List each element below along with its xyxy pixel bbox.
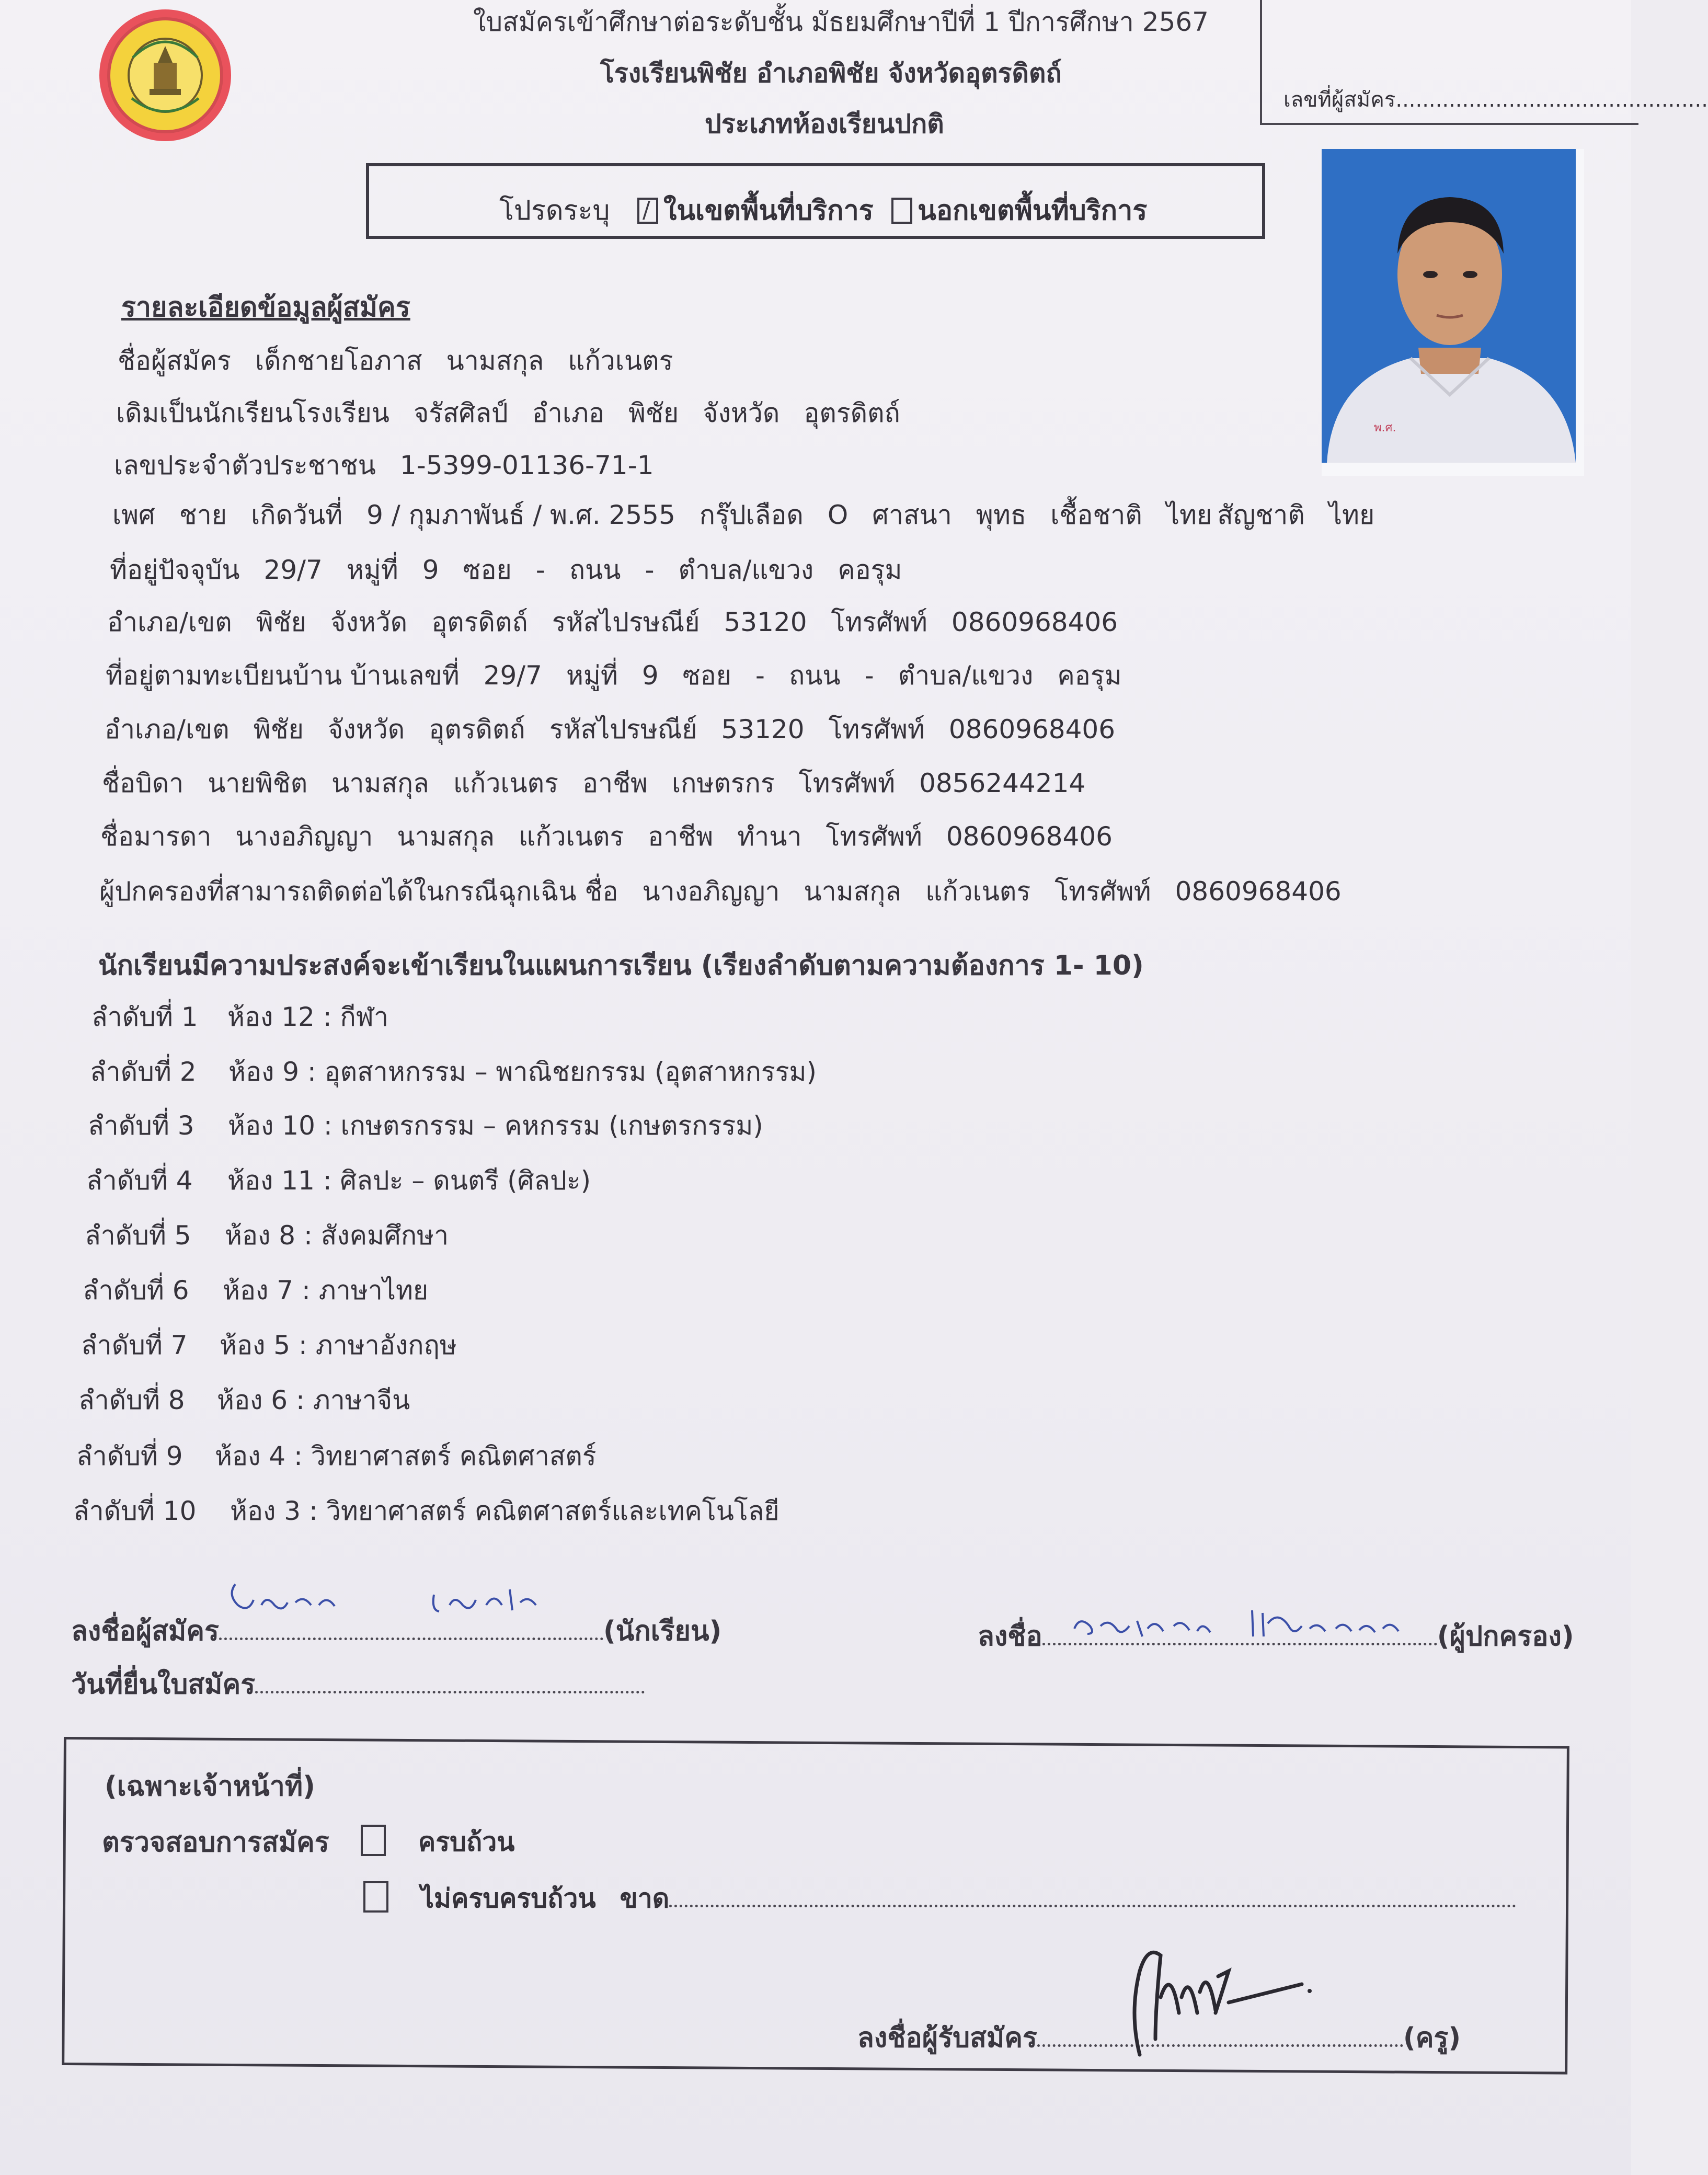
row-father: ชื่อบิดา นายพิชิต นามสกุล แก้วเนตร อาชีพ เกษตรกร โทรศัพท์ 0856244214: [102, 768, 1086, 798]
id-number: 1-5399-01136-71-1: [399, 450, 654, 480]
row-current-address: ที่อยู่ปัจจุบัน 29/7 หมู่ที่ 9 ซอย - ถนน - ตำบล/แขวง คอรุม: [110, 555, 902, 585]
out-area-checkbox[interactable]: [891, 198, 912, 224]
applicant-name: เด็กชายโอภาส: [255, 346, 422, 376]
current-province: อุตรดิตถ์: [431, 607, 528, 637]
incomplete-row: [363, 1881, 1516, 1914]
blood-group: O: [827, 500, 849, 530]
race: ไทย: [1166, 500, 1212, 530]
preference-item: ลำดับที่ 6 ห้อง 7 : ภาษาไทย: [83, 1275, 429, 1306]
religion: พุทธ: [976, 500, 1027, 530]
missing-label: ขาด: [620, 1883, 670, 1914]
prev-school-district: พิชัย: [628, 398, 679, 428]
receiver-signature-line: ลงชื่อผู้รับสมัคร (ครู): [857, 2022, 1461, 2054]
guardian-signature-line: ลงชื่อ (ผู้ปกครอง): [978, 1621, 1574, 1652]
row-current-address-2: อำเภอ/เขต พิชัย จังหวัด อุตรดิตถ์ รหัสไปรษณีย์ 53120 โทรศัพท์ 0860968406: [107, 607, 1118, 637]
complete-checkbox[interactable]: [361, 1825, 386, 1856]
reg-postcode: 53120: [721, 714, 805, 745]
current-soi: -: [535, 555, 545, 585]
preference-item: ลำดับที่ 3 ห้อง 10 : เกษตรกรรม – คหกรรม (เกษตรกรรม): [88, 1111, 763, 1141]
receiver-handwritten-signature: [1124, 1934, 1323, 2062]
current-postcode: 53120: [724, 607, 807, 637]
mother-occupation: ทำนา: [737, 821, 802, 852]
guardian-surname: แก้วเนตร: [925, 876, 1031, 907]
preference-item: ลำดับที่ 8 ห้อง 6 : ภาษาจีน: [78, 1385, 410, 1415]
complete-row: [361, 1825, 514, 1858]
preference-item: ลำดับที่ 1 ห้อง 12 : กีฬา: [91, 1002, 389, 1032]
current-road: -: [645, 555, 655, 585]
current-amphoe: พิชัย: [256, 607, 306, 637]
preference-item: ลำดับที่ 4 ห้อง 11 : ศิลปะ – ดนตรี (ศิลปะ): [86, 1165, 591, 1196]
school-emblem-icon: [95, 5, 235, 145]
reg-province: อุตรดิตถ์: [429, 714, 525, 745]
birth-date: 9 / กุมภาพันธ์ / พ.ศ. 2555: [366, 500, 675, 530]
service-area-prefix: โปรดระบุ: [499, 195, 610, 226]
preference-item: ลำดับที่ 5 ห้อง 8 : สังคมศึกษา: [85, 1220, 449, 1251]
applicant-signature-line: ลงชื่อผู้สมัคร (นักเรียน): [71, 1616, 722, 1647]
reg-subdistrict: คอรุม: [1057, 660, 1122, 691]
row-guardian: ผู้ปกครองที่สามารถติดต่อได้ในกรณีฉุกเฉิน ชื่อ นางอภิญญา นามสกุล แก้วเนตร โทรศัพท์ 0860968406: [99, 876, 1342, 907]
row-registered-address-2: อำเภอ/เขต พิชัย จังหวัด อุตรดิตถ์ รหัสไปรษณีย์ 53120 โทรศัพท์ 0860968406: [105, 714, 1116, 745]
applicant-number-field[interactable]: เลขที่ผู้สมัคร...............................................: [1283, 88, 1708, 112]
mother-name: นางอภิญญา: [235, 821, 373, 852]
applicant-handwritten-signature: [225, 1574, 580, 1633]
reg-phone: 0860968406: [948, 714, 1116, 745]
out-area-label: นอกเขตพื้นที่บริการ: [918, 195, 1148, 226]
reg-road: -: [864, 660, 874, 691]
submit-date-field[interactable]: [255, 1685, 645, 1693]
row-prev-school: เดิมเป็นนักเรียนโรงเรียน จรัสศิลป์ อำเภอ พิชัย จังหวัด อุตรดิตถ์: [116, 398, 900, 428]
row-personal: เพศ ชาย เกิดวันที่ 9 / กุมภาพันธ์ / พ.ศ. 2555 กรุ๊ปเลือด O ศาสนา พุทธ เชื้อชาติ ไทย สัญชาติ ไทย: [112, 500, 1375, 530]
row-name: ชื่อผู้สมัคร เด็กชายโอภาส นามสกุล แก้วเนตร: [118, 346, 673, 376]
missing-field[interactable]: [669, 1898, 1516, 1907]
father-occupation: เกษตรกร: [672, 768, 775, 798]
father-name: นายพิชิต: [208, 768, 308, 798]
school-name: โรงเรียนพิชัย อำเภอพิชัย จังหวัดอุตรดิตถ์: [600, 58, 1062, 88]
father-phone: 0856244214: [919, 768, 1086, 798]
mother-surname: แก้วเนตร: [519, 821, 624, 852]
father-surname: แก้วเนตร: [453, 768, 558, 798]
current-moo: 9: [422, 555, 439, 585]
current-phone: 0860968406: [951, 607, 1118, 637]
preference-item: ลำดับที่ 7 ห้อง 5 : ภาษาอังกฤษ: [81, 1330, 457, 1360]
staff-title: (เฉพาะเจ้าหน้าที่): [105, 1771, 315, 1802]
prev-school-province: อุตรดิตถ์: [804, 398, 900, 428]
incomplete-checkbox[interactable]: [363, 1881, 388, 1913]
preference-item: ลำดับที่ 2 ห้อง 9 : อุตสาหกรรม – พาณิชยกรรม (อุตสาหกรรม): [90, 1057, 817, 1087]
section-applicant-title: รายละเอียดข้อมูลผู้สมัคร: [121, 292, 410, 323]
in-area-label: ในเขตพื้นที่บริการ: [663, 195, 874, 226]
submit-date-line: วันที่ยื่นใบสมัคร: [71, 1668, 645, 1701]
current-house-no: 29/7: [263, 555, 323, 585]
svg-text:พ.ศ.: พ.ศ.: [1374, 421, 1396, 434]
nationality: ไทย: [1328, 500, 1375, 530]
row-id: เลขประจำตัวประชาชน 1-5399-01136-71-1: [114, 450, 654, 480]
preference-item: ลำดับที่ 10 ห้อง 3 : วิทยาศาสตร์ คณิตศาสตร์และเทคโนโลยี: [73, 1496, 780, 1526]
mother-phone: 0860968406: [946, 821, 1113, 852]
in-area-checkbox[interactable]: [637, 198, 658, 224]
prev-school: จรัสศิลป์: [413, 398, 508, 428]
reg-soi: -: [755, 660, 765, 691]
reg-amphoe: พิชัย: [253, 714, 304, 745]
row-registered-address: ที่อยู่ตามทะเบียนบ้าน บ้านเลขที่ 29/7 หมู่ที่ 9 ซอย - ถนน - ตำบล/แขวง คอรุม: [106, 660, 1122, 691]
reg-house-no: 29/7: [483, 660, 542, 691]
complete-label: ครบถ้วน: [418, 1827, 515, 1857]
guardian-handwritten-signature: [1069, 1600, 1435, 1654]
preference-item: ลำดับที่ 9 ห้อง 4 : วิทยาศาสตร์ คณิตศาสตร์: [76, 1441, 597, 1471]
current-subdistrict: คอรุม: [838, 555, 902, 585]
row-mother: ชื่อมารดา นางอภิญญา นามสกุล แก้วเนตร อาชีพ ทำนา โทรศัพท์ 0860968406: [100, 821, 1113, 852]
applicant-photo: [1322, 149, 1584, 476]
incomplete-label: ไม่ครบครบถ้วน: [420, 1883, 596, 1914]
service-area-row: [499, 188, 1147, 232]
preferences-title: นักเรียนมีความประสงค์จะเข้าเรียนในแผนการเรียน (เรียงลำดับตามความต้องการ 1- 10): [98, 950, 1144, 981]
reg-moo: 9: [641, 660, 659, 691]
guardian-name: นางอภิญญา: [642, 876, 780, 907]
form-title: ใบสมัครเข้าศึกษาต่อระดับชั้น มัธยมศึกษาปีที่ 1 ปีการศึกษา 2567: [473, 7, 1209, 37]
check-application-label: ตรวจสอบการสมัคร: [102, 1827, 329, 1858]
applicant-surname: แก้วเนตร: [568, 346, 673, 376]
classroom-type: ประเภทห้องเรียนปกติ: [705, 109, 944, 139]
gender: ชาย: [179, 500, 227, 530]
guardian-phone: 0860968406: [1175, 876, 1342, 907]
